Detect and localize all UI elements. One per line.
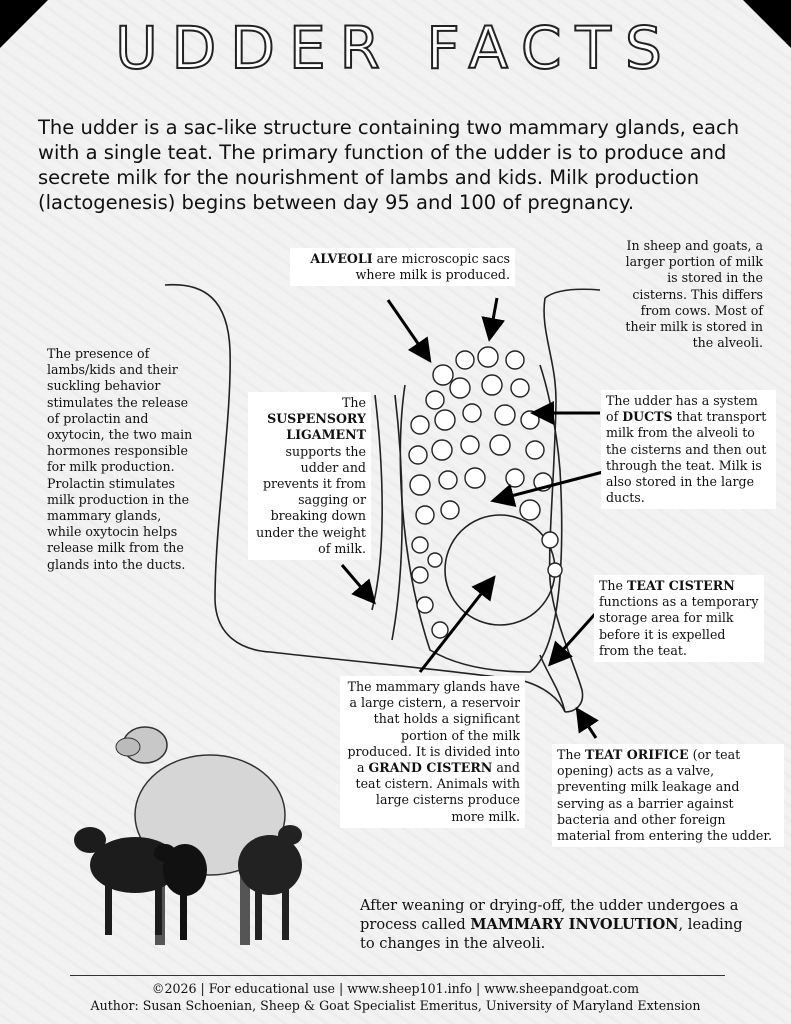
arrow-alveoli-1 [388,300,428,358]
arrow-ligament [342,565,372,600]
hormones-note: The presence of lambs/kids and their suckling behavior stimulates the release of prolactin and oxytocin, the two main hormones responsible for milk production. Prolactin stimulates milk production in the mammary glands, while oxytocin helps release milk from the glands into the ducts. [47,346,193,572]
mammary-glands-callout: The mammary glands have a large cistern, a reservoir that holds a significant portion of the milk produced. It is divided into a GRAND CISTERN and teat cistern. Animals with large cisterns produce more milk. [340,676,525,828]
teat-orifice-callout: The TEAT ORIFICE (or teat opening) acts as a valve, preventing milk leakage and serving as a barrier against bacteria and other foreign material from entering the udder. [552,744,784,847]
alveoli-callout: ALVEOLI are microscopic sacs where milk is produced. [290,248,515,286]
suspensory-ligament [372,395,382,610]
alveoli-clusters [409,347,562,638]
cisterns-note: In sheep and goats, a larger portion of milk is stored in the cisterns. This differs from cows. Most of their milk is stored in the alveoli. [625,238,763,351]
suspensory-ligament-callout: The SUSPENSORY LIGAMENT supports the udder and prevents it from sagging or breaking down under the weight of milk. [248,392,371,560]
grand-cistern [445,515,555,625]
footer [0,980,791,1014]
involution-note: After weaning or drying-off, the udder undergoes a process called MAMMARY INVOLUTION, leading to changes in the alveoli. [360,897,743,952]
ducts-callout: The udder has a system of DUCTS that transport milk from the alveoli to the cisterns and then out through the teat. Milk is also stored in the large ducts. [601,390,776,509]
intro-paragraph: The udder is a sac-like structure containing two mammary glands, each with a single teat. The primary function of the udder is to produce and secrete milk for the nourishment of lambs and kids. Milk production (lactogenesis) begins between day 95 and 100 of pregnancy. [38,116,740,214]
teat-cistern-callout: The TEAT CISTERN functions as a temporary storage area for milk before it is expelled from the teat. [594,575,764,662]
footer-credits: ©2026 | For educational use | www.sheep101.info | www.sheepandgoat.com [151,981,640,996]
sheep-illustration [60,705,320,960]
page-title: UDDER FACTS [115,14,676,82]
footer-author: Author: Susan Schoenian, Sheep & Goat Specialist Emeritus, University of Maryland Extension [90,998,701,1013]
arrow-orifice [579,712,596,738]
teat [540,655,565,712]
arrow-alveoli-2 [490,298,497,336]
footer-divider [70,975,725,976]
arrow-cistern [420,580,492,672]
